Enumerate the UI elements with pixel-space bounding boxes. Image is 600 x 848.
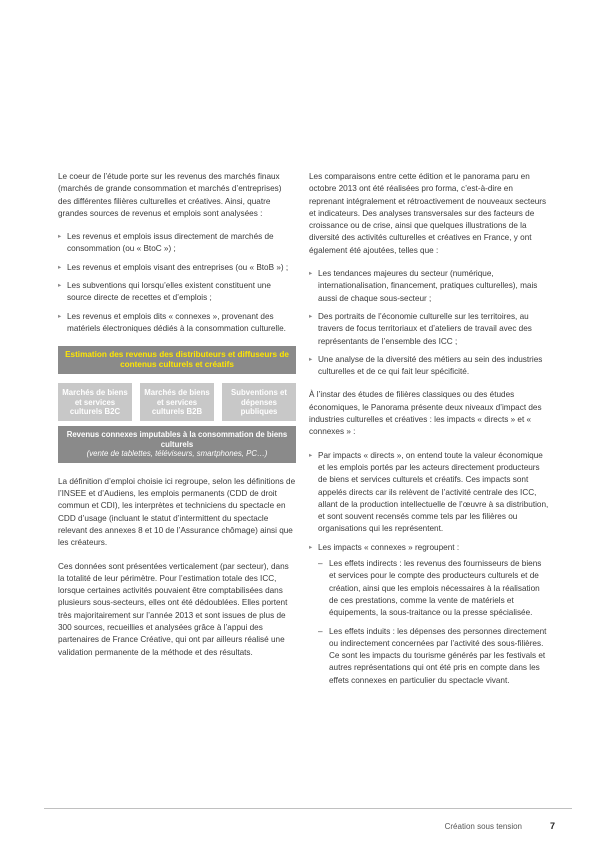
diagram-cells (58, 383, 296, 421)
cell-b2b: Marchés de biens et services culturels B2B (140, 383, 214, 421)
diagram-title: Estimation des revenus des distributeurs et diffuseurs de contenus culturels et créatifs (58, 346, 296, 374)
sublist-item: – Les effets indirects : les revenus des fournisseurs de biens et services pour le compte des producteurs culturels et de création, ainsi que les emplois nécessaires à la réalisation de ces prestations, comme la vente de matériels et équipements, la sous-traitance ou la presse spécialisée. (318, 558, 549, 619)
connexes-title: Revenus connexes imputables à la consommation de biens culturels (66, 430, 288, 449)
list-item-connexes (309, 542, 549, 687)
list-item: ▸ Les subventions qui lorsqu’elles existent constituent une source directe de recettes et d’emplois ; (58, 280, 296, 305)
list-item: ▸ Les tendances majeures du secteur (numérique, internationalisation, financement, pratiques culturelles), mais aussi de chaque sous-secteur ; (309, 268, 549, 305)
impacts-list (309, 450, 549, 687)
list-item: ▸ Une analyse de la diversité des métiers au sein des industries culturelles et de ce qui fait leur spécificité. (309, 354, 549, 379)
right-column (309, 171, 549, 698)
left-para-definition: La définition d’emploi choisie ici regroupe, selon les définitions de l’INSEE et d’Audiens, les emplois permanents (CDD de droit commun et CDI), les interprètes et techniciens du spectacle en CDD d’usage (incluant le statut d’intermittent du spectacle relevant des annexes 8 et 10 de l’Assurance chômage) ainsi que les créateurs. (58, 476, 296, 548)
cell-subventions: Subventions et dépenses publiques (222, 383, 296, 421)
left-column (58, 171, 296, 670)
sublist-item: – Les effets induits : les dépenses des personnes directement ou indirectement concernées par l’activité des sous-filières. Ce sont les impacts du tourisme générés par les festivals et autres représentations qui ont été pris en compte dans les effets connexes en particulier du spectacle vivant. (318, 626, 549, 687)
connexes-sublist (318, 558, 549, 687)
revenue-sources-list (58, 231, 296, 335)
analyses-list (309, 268, 549, 378)
right-para-impacts: À l’instar des études de filières classiques ou des études économiques, le Panorama présente deux niveaux d’impact des industries culturelles et créatives : les impacts « directs » et « connexes » : (309, 390, 542, 437)
list-item: ▸ Les revenus et emplois issus directement de marchés de consommation (ou « BtoC ») ; (58, 231, 296, 256)
footer-divider (44, 808, 572, 809)
page-number: 7 (549, 821, 555, 831)
footer-label: Création sous tension (444, 822, 522, 831)
list-item-direct: ▸ Par impacts « directs », on entend toute la valeur économique et les emplois portés par les acteurs directement producteurs de biens et services culturels et créatifs. Ces impacts sont appelés directs car ils relèvent de l’activité centrale des ICC, allant de la production intellectuelle de l’œuvre à sa distribution, et sont souvent recensés comme tels par les filières ou organisations qui les représentent. (309, 450, 549, 536)
list-item: ▸ Les revenus et emplois visant des entreprises (ou « BtoB ») ; (58, 262, 296, 274)
left-para-data: Ces données sont présentées verticalement (par secteur), dans la totalité de leur périmètre. Pour l’estimation totale des ICC, lorsque certaines activités pouvaient être comptabilisées dans plusieurs sous-secteurs, elles ont été dédoublées. Elles portent très majoritairement sur l’année 2013 et sont issues de plus de 300 sources, recueillies et analysées grâce à l’appui des partenaires de France Créative, qui ont par ailleurs réalisé une validation permanente de la méthode et des résultats. (58, 561, 289, 657)
list-item: ▸ Les revenus et emplois dits « connexes », provenant des matériels électroniques dédiés à la consommation culturelle. (58, 311, 296, 336)
revenue-estimation-diagram (58, 346, 296, 463)
connexes-subtitle: (vente de tablettes, téléviseurs, smartphones, PC…) (86, 449, 268, 459)
left-intro: Le coeur de l’étude porte sur les revenus des marchés finaux (marchés de grande consommation et marchés d’entreprises) des différentes filières culturelles et créatives. Ainsi, quatre grandes sources de revenus et emplois sont analysées : (58, 172, 282, 218)
right-intro: Les comparaisons entre cette édition et le panorama paru en octobre 2013 ont été réalisées pro forma, c’est-à-dire en reprenant intégralement et rétroactivement de nouveaux secteurs et indicateurs. Des analyses transversales sur des facteurs de croissance ou de crise, ainsi que quelques illustrations de la diversité des activités culturelles et créatives en France, y ont également été ajoutées, telles que : (309, 172, 547, 255)
list-item: ▸ Des portraits de l’économie culturelle sur les territoires, au travers de focus territoriaux et d’ateliers de travail avec des représentants de l’ensemble des ICC ; (309, 311, 549, 348)
cell-b2c: Marchés de biens et services culturels B2C (58, 383, 132, 421)
connexes-label: Les impacts « connexes » regroupent : (318, 542, 460, 552)
diagram-connexes-bar (58, 426, 296, 463)
